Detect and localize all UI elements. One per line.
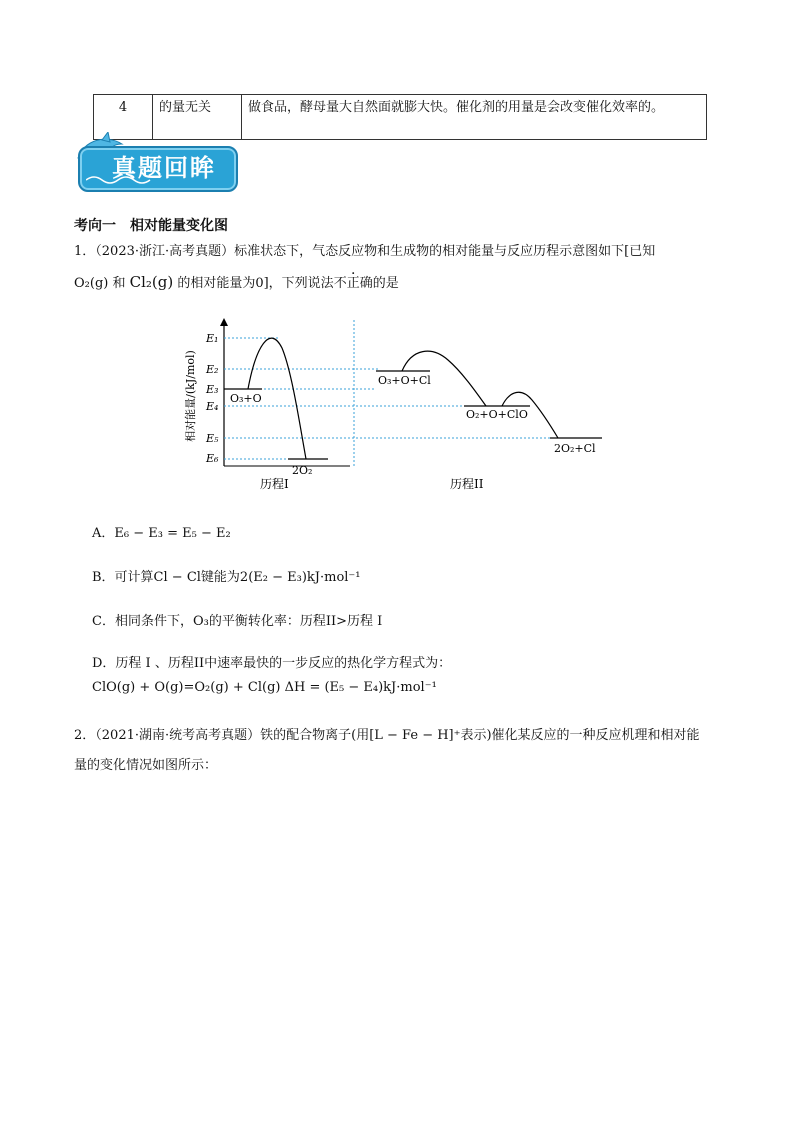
species-I-end: 2O₂ bbox=[292, 464, 313, 477]
option-b: B．可计算Cl − Cl键能为2(E₂ − E₃)kJ·mol⁻¹ bbox=[92, 570, 361, 585]
y-axis-label: 相对能量/(kJ/mol) bbox=[184, 350, 197, 442]
q2-line1: 2．（2021·湖南·统考高考真题）铁的配合物离子(用[L − Fe − H]⁺表示)催化某反应的一种反应机理和相对能 bbox=[74, 728, 700, 743]
species-I-start: O₃+O bbox=[230, 392, 262, 405]
banner-title: 真题回眸 bbox=[112, 154, 216, 182]
guide-lines bbox=[224, 320, 550, 466]
y-axis-arrow bbox=[220, 318, 228, 326]
option-c: C．相同条件下，O₃的平衡转化率：历程II>历程 I bbox=[92, 614, 383, 629]
q1-emphasis: 不正确 bbox=[333, 276, 373, 291]
table-cell-col3: 做食品，酵母量大自然面就膨大快。催化剂的用量是会改变催化效率的。 bbox=[242, 95, 707, 140]
q1-line2-b: Cl₂(g) bbox=[129, 273, 174, 291]
table-cell-col2: 的量无关 bbox=[153, 95, 242, 140]
label-pathway-I: 历程I bbox=[260, 477, 289, 491]
option-d: D．历程 I 、历程II中速率最快的一步反应的热化学方程式为： bbox=[92, 656, 452, 671]
section-banner bbox=[72, 132, 238, 192]
level-E6: E₆ bbox=[206, 452, 219, 465]
q1-line1: 1．（2023·浙江·高考真题）标准状态下，气态反应物和生成物的相对能量与反应历程示意图如下[已知 bbox=[74, 244, 656, 259]
species-II-1: O₃+O+Cl bbox=[378, 374, 431, 387]
species-II-3: 2O₂+Cl bbox=[554, 442, 596, 455]
level-E2: E₂ bbox=[206, 363, 219, 376]
level-E5: E₅ bbox=[206, 432, 219, 445]
q1-line2-d: 的是 bbox=[372, 276, 399, 291]
energy-diagram bbox=[180, 316, 620, 496]
level-E3: E₃ bbox=[206, 383, 219, 396]
species-II-2: O₂+O+ClO bbox=[466, 408, 528, 421]
q2-line2: 量的变化情况如图所示： bbox=[74, 758, 218, 773]
q1-line2-a: O₂(g) 和 bbox=[74, 276, 126, 291]
section-title: 考向一 相对能量变化图 bbox=[74, 218, 228, 234]
option-d-equation: ClO(g) + O(g)=O₂(g) + Cl(g) ΔH = (E₅ − E₄)kJ·mol⁻¹ bbox=[92, 680, 437, 695]
q1-line2 bbox=[74, 272, 399, 294]
q1-line2-c: 的相对能量为0]，下列说法 bbox=[177, 276, 334, 291]
table-cell-num: 4 bbox=[94, 95, 153, 140]
level-E4: E₄ bbox=[206, 400, 219, 413]
level-E1: E₁ bbox=[206, 332, 219, 345]
option-a: A．E₆ − E₃ = E₅ − E₂ bbox=[92, 526, 231, 541]
label-pathway-II: 历程II bbox=[450, 477, 484, 491]
